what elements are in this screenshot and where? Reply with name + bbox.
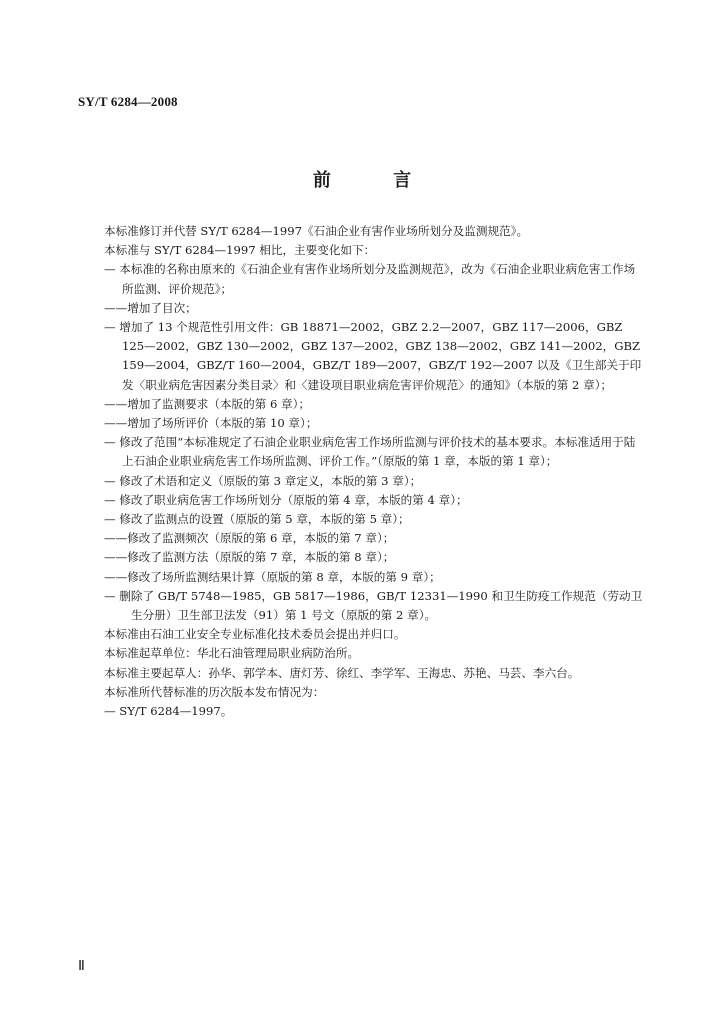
change-item: — 修改了职业病危害工作场所划分（原版的第 4 章，本版的第 4 章）；: [104, 492, 468, 507]
change-item: ——增加了目次；: [104, 300, 197, 315]
change-item: — 删除了 GB/T 5748—1985，GB 5817—1986，GB/T 12331—1990 和卫生防疫工作规范（劳动卫生分册）卫生部卫法发（91）第 1 号文（原版的第 2 章）。: [104, 588, 643, 623]
change-item: — 本标准的名称由原来的《石油企业有害作业场所划分及监测规范》，改为《石油企业职业病危害工作场所监测、评价规范》；: [104, 262, 636, 296]
standard-code-header: SY/T 6284—2008: [78, 94, 178, 109]
change-item: ——增加了场所评价（本版的第 10 章）；: [104, 416, 318, 431]
change-item: ——修改了监测频次（原版的第 6 章，本版的第 7 章）；: [104, 531, 395, 546]
change-item: ——增加了监测要求（本版的第 6 章）；: [104, 396, 311, 411]
intro-paragraph: 本标准与 SY/T 6284—1997 相比，主要变化如下：: [104, 243, 376, 258]
page-title: 前 言: [312, 170, 440, 191]
change-item: ——修改了监测方法（原版的第 7 章，本版的第 8 章）；: [104, 550, 395, 565]
page-number: Ⅱ: [78, 959, 85, 974]
version-history-item: — SY/T 6284—1997。: [104, 704, 233, 719]
closing-paragraph: 本标准主要起草人：孙华、郭学本、唐灯芳、徐红、李学军、王海忠、苏艳、马芸、李六台。: [104, 665, 580, 680]
change-item: ——修改了场所监测结果计算（原版的第 8 章，本版的第 9 章）；: [104, 569, 441, 584]
change-item: — 修改了范围“本标准规定了石油企业职业病危害工作场所监测与评价技术的基本要求。本标准适用于陆上石油企业职业病危害工作场所监测、评价工作。”（原版的第 1 章，本版的第 1 章）；: [104, 435, 636, 469]
closing-paragraph: 本标准所代替标准的历次版本发布情况为：: [104, 684, 325, 699]
change-item: — 增加了 13 个规范性引用文件：GB 18871—2002，GBZ 2.2—2007，GBZ 117—2006，GBZ 125—2002，GBZ 130—2002，GBZ 137—2002，GBZ 138—2002，GBZ 141—2002，GBZ 159—2004，GBZ/T 160—2004，GBZ/T 189—2007，GBZ/T 192—2007 以及《卫生部关于印发〈职业病危害因素分类目录〉和〈建设项目职业病危害评价规范〉的通知》（本版的第 2 章）；: [104, 320, 642, 392]
closing-paragraph: 本标准由石油工业安全专业标准化技术委员会提出并归口。: [104, 627, 406, 642]
foreword-body: [104, 222, 644, 721]
change-item: — 修改了监测点的设置（原版的第 5 章，本版的第 5 章）；: [104, 512, 410, 527]
intro-paragraph: 本标准修订并代替 SY/T 6284—1997《石油企业有害作业场所划分及监测规范》。: [104, 224, 529, 238]
change-item: — 修改了术语和定义（原版的第 3 章定义，本版的第 3 章）；: [104, 473, 422, 488]
closing-paragraph: 本标准起草单位：华北石油管理局职业病防治所。: [104, 646, 360, 661]
